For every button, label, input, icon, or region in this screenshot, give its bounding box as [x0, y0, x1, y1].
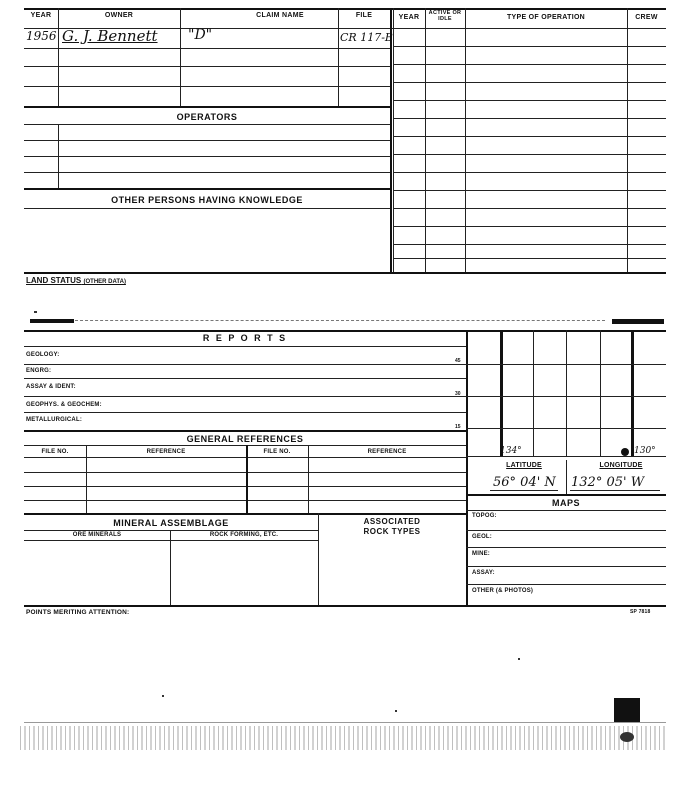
map-topog: TOPOG:: [472, 513, 497, 519]
operators-title: OPERATORS: [176, 112, 238, 122]
header-year-2: YEAR: [398, 14, 420, 21]
grid-right-degree: 130°: [634, 446, 656, 456]
map-mine: MINE:: [472, 551, 490, 557]
longitude-value: 132° 05' W: [571, 475, 645, 490]
report-engrg: ENGRG:: [26, 368, 52, 374]
header-file: FILE: [355, 12, 373, 19]
registration-block: [614, 698, 640, 722]
map-geol: GEOL:: [472, 534, 492, 540]
header-owner: OWNER: [104, 12, 134, 19]
header-year: YEAR: [30, 12, 52, 19]
form-number: SP 7818: [630, 609, 651, 615]
ref-reference-2: REFERENCE: [367, 449, 407, 455]
rock-forming-label: ROCK FORMING, ETC.: [209, 532, 279, 538]
ref-reference-1: REFERENCE: [146, 449, 186, 455]
entry-claim-name: "D": [188, 27, 213, 43]
entry-year: 1956: [26, 29, 57, 43]
other-persons-title: OTHER PERSONS HAVING KNOWLEDGE: [111, 195, 303, 205]
scan-noise: [20, 726, 666, 750]
grid-left-degree: 134°: [500, 446, 522, 456]
report-assay-ident: ASSAY & IDENT:: [26, 384, 76, 390]
report-metallurgical-num: 15: [455, 424, 461, 430]
header-claim-name: CLAIM NAME: [256, 12, 304, 19]
circle-mark-icon: [621, 448, 629, 456]
entry-owner: G. J. Bennett: [62, 27, 158, 45]
mineral-assemblage-title: MINERAL ASSEMBLAGE: [113, 518, 229, 528]
points-meriting-attention: POINTS MERITING ATTENTION:: [26, 609, 130, 616]
ref-file-no-2: FILE NO.: [263, 449, 291, 455]
entry-file: CR 117-B: [340, 31, 393, 44]
report-assay-num: 30: [455, 391, 461, 397]
map-assay: ASSAY:: [472, 570, 495, 576]
report-geophys-geochem: GEOPHYS. & GEOCHEM:: [26, 402, 102, 408]
report-geology: GEOLOGY:: [26, 352, 60, 358]
header-active-or-idle: ACTIVE OR IDLE: [428, 10, 462, 22]
map-other-photos: OTHER (& PHOTOS): [472, 588, 534, 594]
longitude-label: LONGITUDE: [599, 462, 643, 469]
maps-title: MAPS: [551, 498, 580, 508]
latitude-label: LATITUDE: [506, 462, 542, 469]
ref-file-no-1: FILE NO.: [41, 449, 69, 455]
general-references-title: GENERAL REFERENCES: [186, 434, 304, 444]
latitude-value: 56° 04' N: [493, 475, 556, 490]
reports-title: R E P O R T S: [202, 333, 288, 343]
associated-rock-types-title: ASSOCIATED ROCK TYPES: [363, 517, 421, 536]
report-metallurgical: METALLURGICAL:: [26, 417, 83, 423]
land-status-label: LAND STATUS (OTHER DATA): [26, 276, 126, 285]
report-geology-num: 45: [455, 358, 461, 364]
ore-minerals-label: ORE MINERALS: [72, 532, 122, 538]
header-type-of-operation: TYPE OF OPERATION: [506, 14, 586, 21]
header-crew: CREW: [635, 14, 658, 21]
